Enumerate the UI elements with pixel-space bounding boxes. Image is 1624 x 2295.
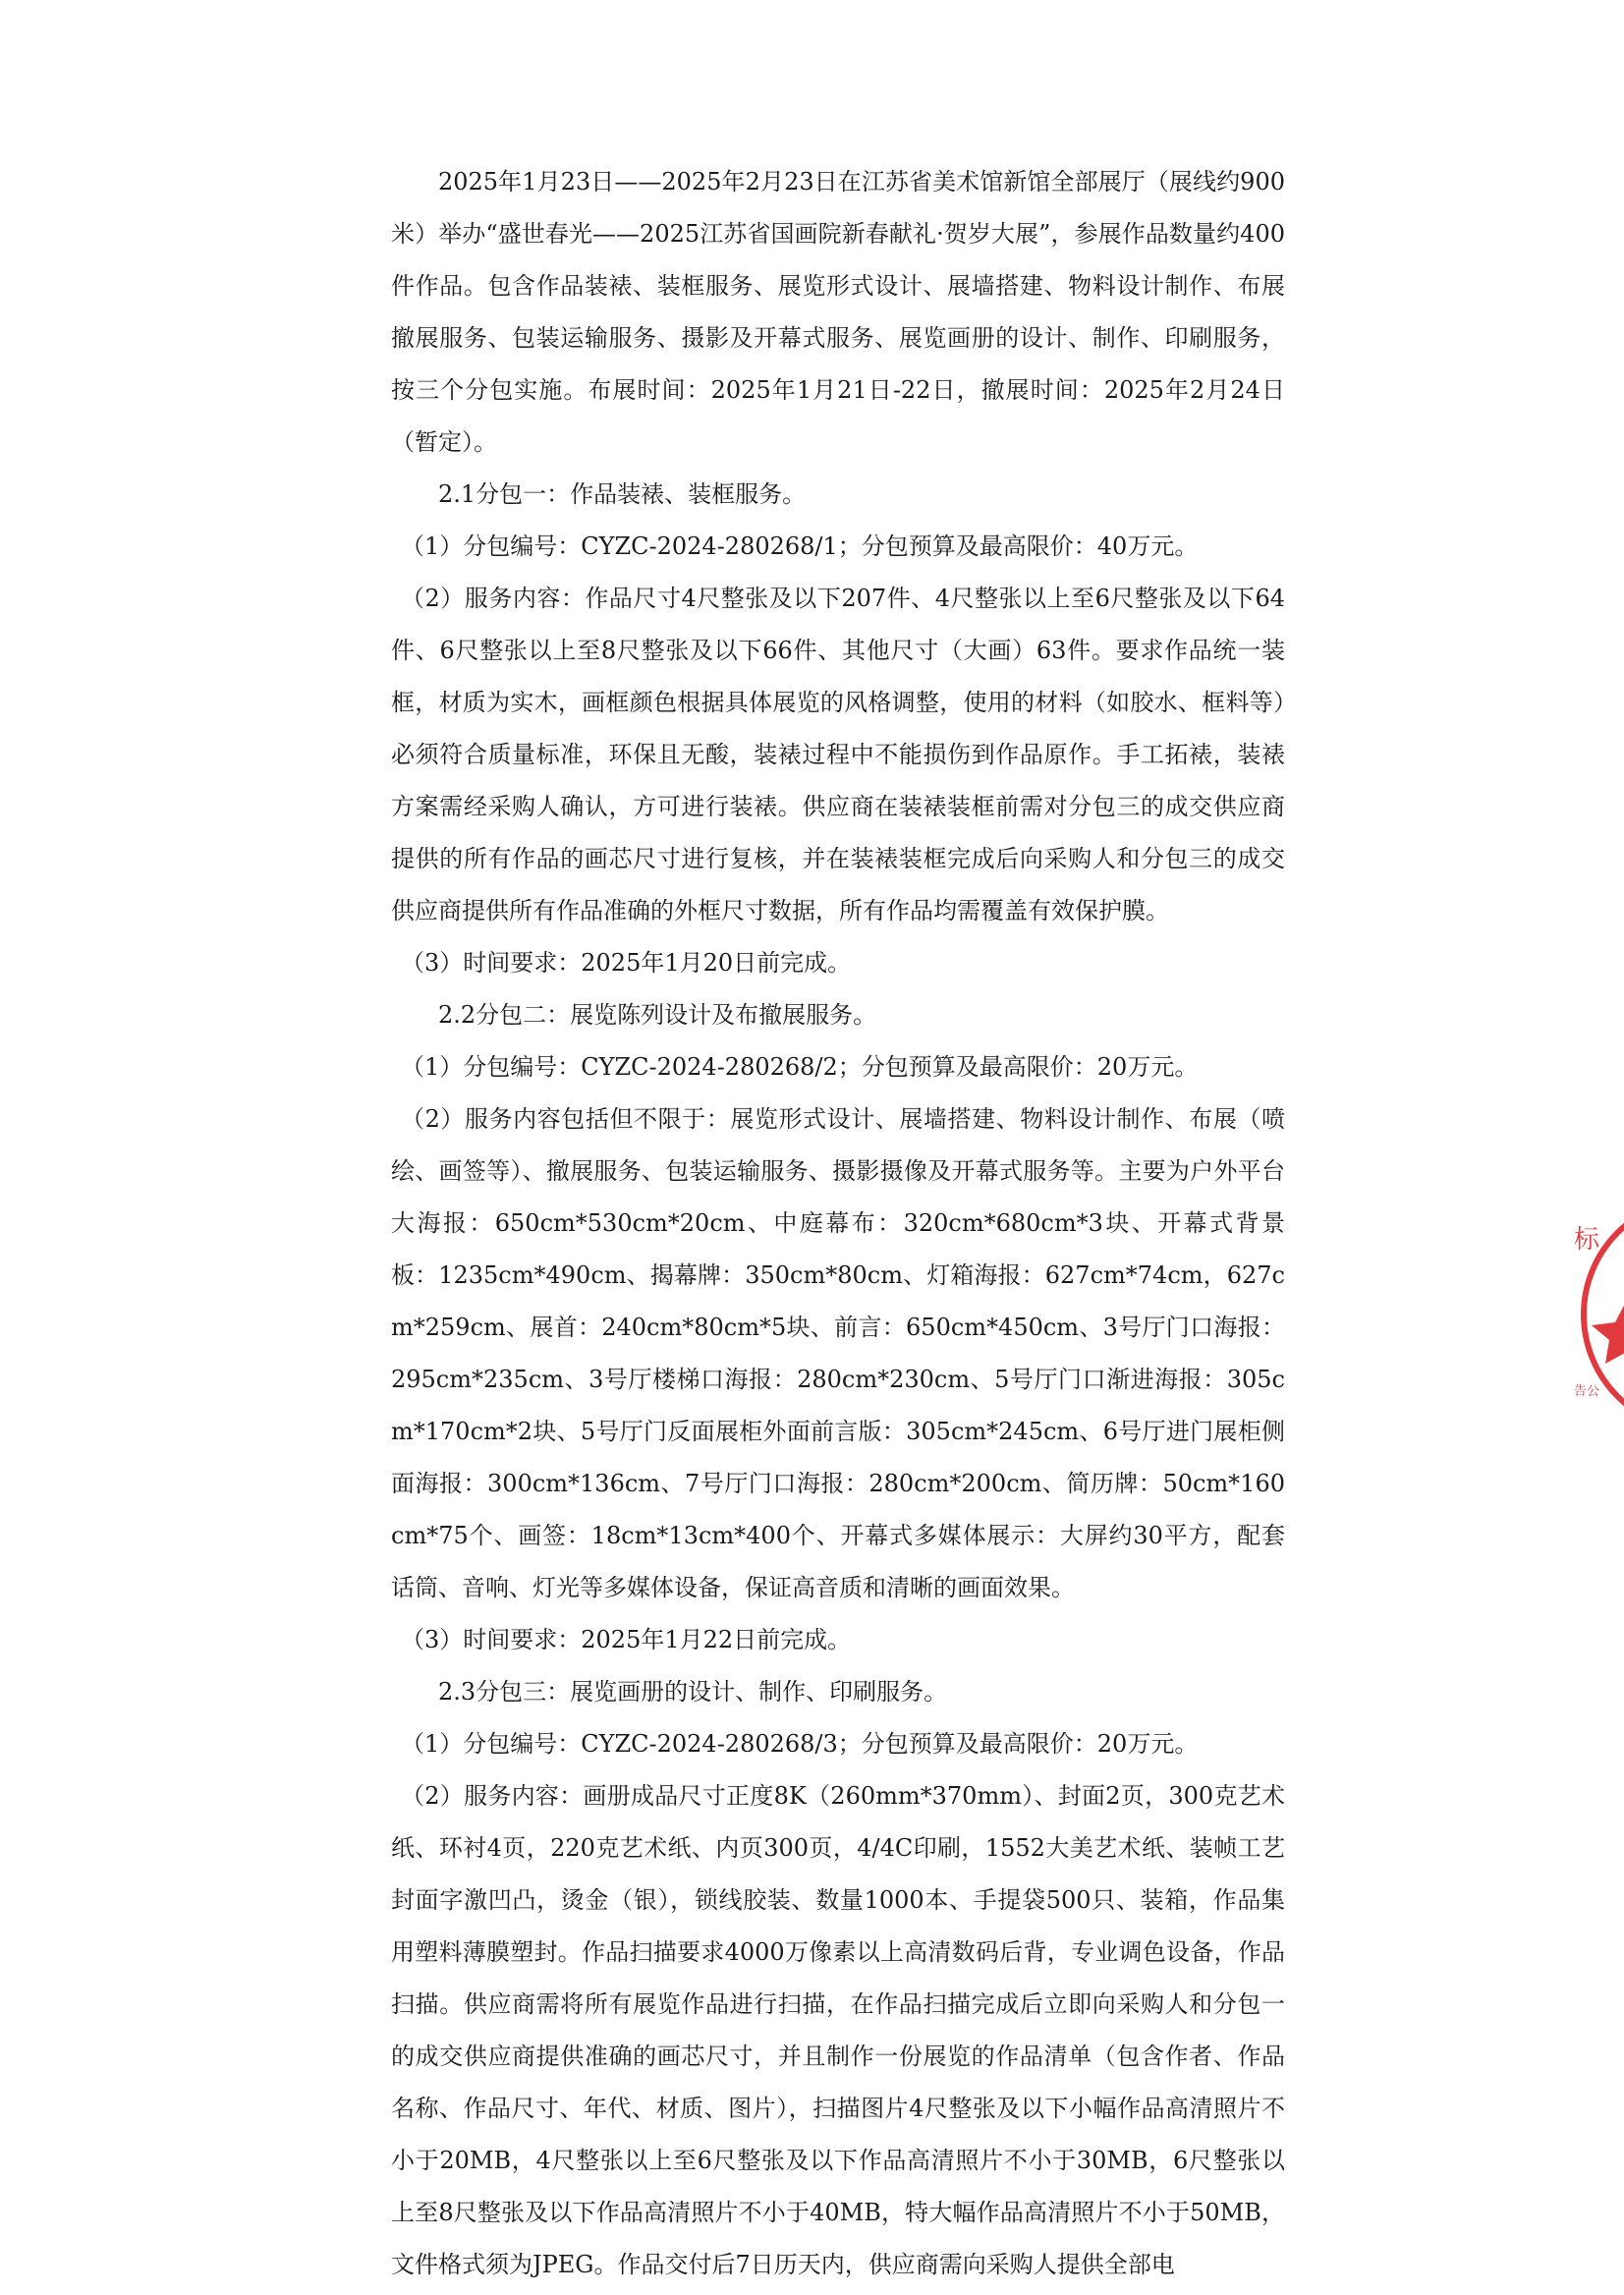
paragraph-intro: 2025年1月23日——2025年2月23日在江苏省美术馆新馆全部展厅（展线约900米）举办“盛世春光——2025江苏省国画院新春献礼·贺岁大展”，参展作品数量约400件作品。包含作品装裱、装框服务、展览形式设计、展墙搭建、物料设计制作、布展撤展服务、包装运输服务、摄影及开幕式服务、展览画册的设计、制作、印刷服务，按三个分包实施。布展时间：2025年1月21日-22日，撤展时间：2025年2月24日（暂定）。 <box>391 168 1285 456</box>
package-2-item-3: （3）时间要求：2025年1月22日前完成。 <box>401 1626 852 1653</box>
package-1-item-2: （2）服务内容：作品尺寸4尺整张及以下207件、4尺整张以上至6尺整张及以下64件、6尺整张以上至8尺整张及以下66件、其他尺寸（大画）63件。要求作品统一装框，材质为实木，画框颜色根据具体展览的风格调整，使用的材料（如胶水、框料等）必须符合质量标准，环保且无酸，装裱过程中不能损伤到作品原作。手工拓裱，装裱方案需经采购人确认，方可进行装裱。供应商在装裱装框前需对分包三的成交供应商提供的所有作品的画芯尺寸进行复核，并在装裱装框完成后向采购人和分包三的成交供应商提供所有作品准确的外框尺寸数据，所有作品均需覆盖有效保护膜。 <box>391 585 1285 924</box>
seal-text-top: 标 <box>1574 1225 1600 1255</box>
package-1-item-3: （3）时间要求：2025年1月20日前完成。 <box>401 949 852 977</box>
package-3-item-1: （1）分包编号：CYZC-2024-280268/3；分包预算及最高限价：20万元。 <box>401 1730 1199 1758</box>
package-2-item-2: （2）服务内容包括但不限于：展览形式设计、展墙搭建、物料设计制作、布展（喷绘、画签等）、撤展服务、包装运输服务、摄影摄像及开幕式服务等。主要为户外平台大海报：650cm*530cm*20cm、中庭幕布：320cm*680cm*3块、开幕式背景板：1235cm*490cm、揭幕牌：350cm*80cm、灯箱海报：627cm*74cm，627cm*259cm、展首：240cm*80cm*5块、前言：650cm*450cm、3号厅门口海报：295cm*235cm、3号厅楼梯口海报：280cm*230cm、5号厅门口渐进海报：305cm*170cm*2块、5号厅门反面展柜外面前言版：305cm*245cm、6号厅进门展柜侧面海报：300cm*136cm、7号厅门口海报：280cm*200cm、简历牌：50cm*160cm*75个、画签：18cm*13cm*400个、开幕式多媒体展示：大屏约30平方，配套话筒、音响、灯光等多媒体设备，保证高音质和清晰的画面效果。 <box>391 1105 1285 1601</box>
seal-icon <box>1572 1197 1624 1432</box>
seal-text-bottom: 告公 <box>1574 1384 1600 1399</box>
package-3-item-2: （2）服务内容：画册成品尺寸正度8K（260mm*370mm）、封面2页，300克艺术纸、环衬4页，220克艺术纸、内页300页，4/4C印刷，1552大美艺术纸、装帧工艺封面字激凹凸，烫金（银），锁线胶装、数量1000本、手提袋500只、装箱，作品集用塑料薄膜塑封。作品扫描要求4000万像素以上高清数码后背，专业调色设备，作品扫描。供应商需将所有展览作品进行扫描，在作品扫描完成后立即向采购人和分包一的成交供应商提供准确的画芯尺寸，并且制作一份展览的作品清单（包含作者、作品名称、作品尺寸、年代、材质、图片），扫描图片4尺整张及以下小幅作品高清照片不小于20MB，4尺整张以上至6尺整张及以下作品高清照片不小于30MB，6尺整张以上至8尺整张及以下作品高清照片不小于40MB，特大幅作品高清照片不小于50MB，文件格式须为JPEG。作品交付后7日历天内，供应商需向采购人提供全部电 <box>391 1782 1285 2278</box>
package-2-item-1: （1）分包编号：CYZC-2024-280268/2；分包预算及最高限价：20万元。 <box>401 1053 1199 1081</box>
package-3-heading: 2.3分包三：展览画册的设计、制作、印刷服务。 <box>438 1678 948 1706</box>
seal-star <box>1592 1300 1624 1364</box>
package-1-item-1: （1）分包编号：CYZC-2024-280268/1；分包预算及最高限价：40万元。 <box>401 532 1199 560</box>
document-page <box>391 156 1285 2291</box>
red-seal-stamp <box>1572 1197 1624 1432</box>
package-1-heading: 2.1分包一：作品装裱、装框服务。 <box>438 480 807 508</box>
package-2-heading: 2.2分包二：展览陈列设计及布撤展服务。 <box>438 1001 877 1029</box>
